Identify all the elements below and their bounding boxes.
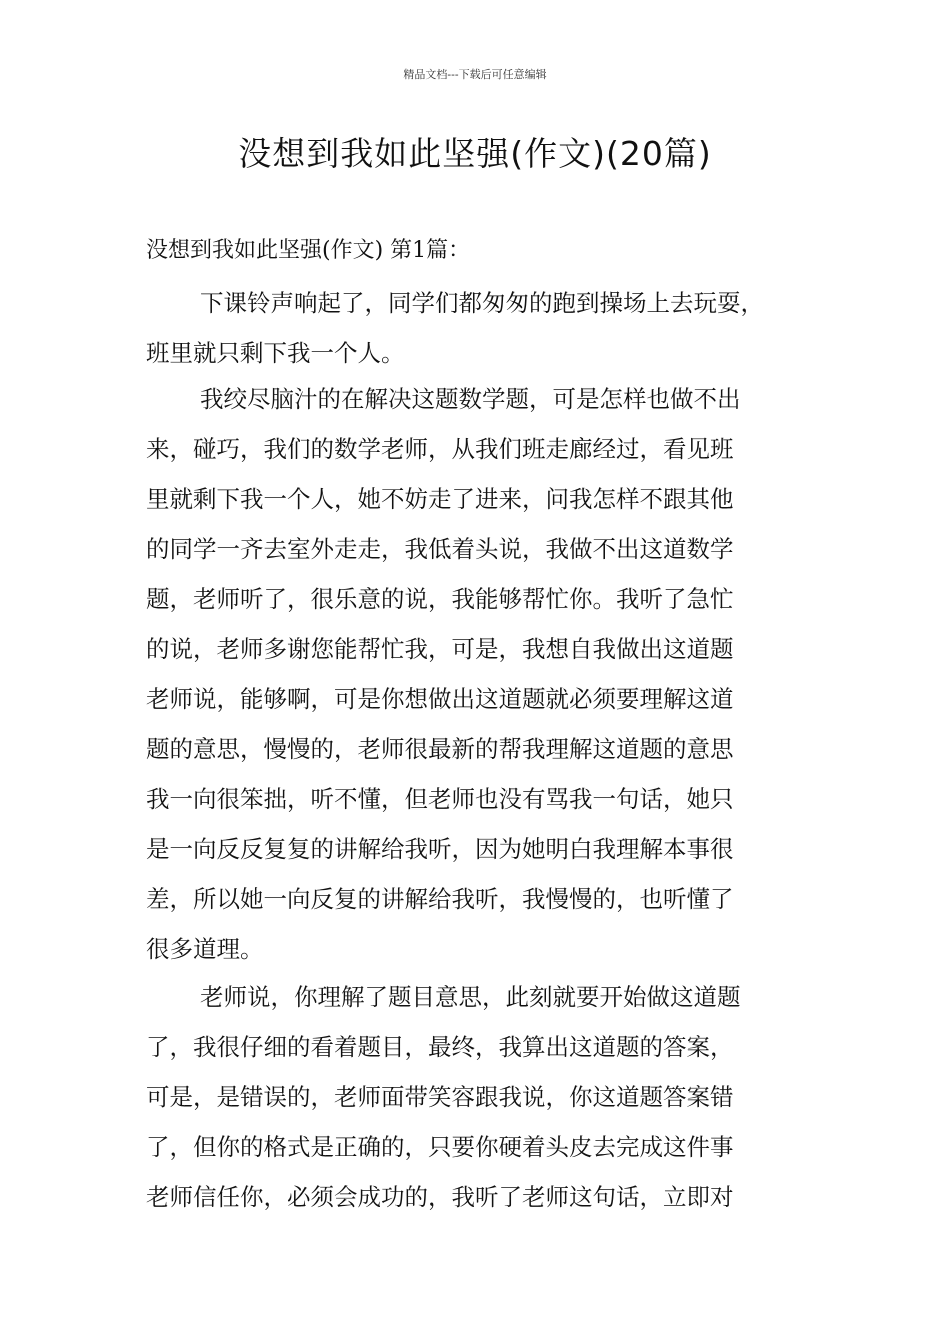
paragraph-line: 了，但你的格式是正确的，只要你硬着头皮去完成这件事 — [146, 1133, 734, 1161]
paragraph-line: 老师信任你，必须会成功的，我听了老师这句话，立即对 — [146, 1183, 734, 1211]
paragraph-3 — [146, 972, 834, 1222]
paragraph-line: 了，我很仔细的看着题目，最终，我算出这道题的答案， — [146, 1033, 734, 1061]
paragraph-line: 我一向很笨拙，听不懂，但老师也没有骂我一句话，她只 — [146, 785, 734, 813]
paragraph-line: 老师说，能够啊，可是你想做出这道题就必须要理解这道 — [146, 685, 734, 713]
paragraph-line: 下课铃声响起了，同学们都匆匆的跑到操场上去玩耍， — [200, 289, 764, 317]
paragraph-line: 是一向反反复复的讲解给我听，因为她明白我理解本事很 — [146, 835, 734, 863]
paragraph-1 — [146, 278, 834, 378]
header-note: 精品文档---下载后可任意编辑 — [403, 68, 547, 81]
document-title: 没想到我如此坚强(作文)(20篇) — [238, 134, 712, 173]
paragraph-line: 很多道理。 — [146, 935, 264, 963]
paragraph-line: 题的意思，慢慢的，老师很最新的帮我理解这道题的意思 — [146, 735, 734, 763]
paragraph-2 — [146, 374, 834, 974]
paragraph-line: 班里就只剩下我一个人。 — [146, 339, 405, 367]
paragraph-line: 差，所以她一向反复的讲解给我听，我慢慢的，也听懂了 — [146, 885, 734, 913]
section-heading: 没想到我如此坚强(作文) 第1篇： — [146, 238, 471, 263]
paragraph-line: 我绞尽脑汁的在解决这题数学题，可是怎样也做不出 — [200, 385, 741, 413]
paragraph-line: 题，老师听了，很乐意的说，我能够帮忙你。我听了急忙 — [146, 585, 734, 613]
paragraph-line: 里就剩下我一个人，她不妨走了进来，问我怎样不跟其他 — [146, 485, 734, 513]
paragraph-line: 老师说，你理解了题目意思，此刻就要开始做这道题 — [200, 983, 741, 1011]
paragraph-line: 的说，老师多谢您能帮忙我，可是，我想自我做出这道题 — [146, 635, 734, 663]
paragraph-line: 可是，是错误的，老师面带笑容跟我说，你这道题答案错 — [146, 1083, 734, 1111]
paragraph-line: 的同学一齐去室外走走，我低着头说，我做不出这道数学 — [146, 535, 734, 563]
paragraph-line: 来，碰巧，我们的数学老师，从我们班走廊经过，看见班 — [146, 435, 734, 463]
